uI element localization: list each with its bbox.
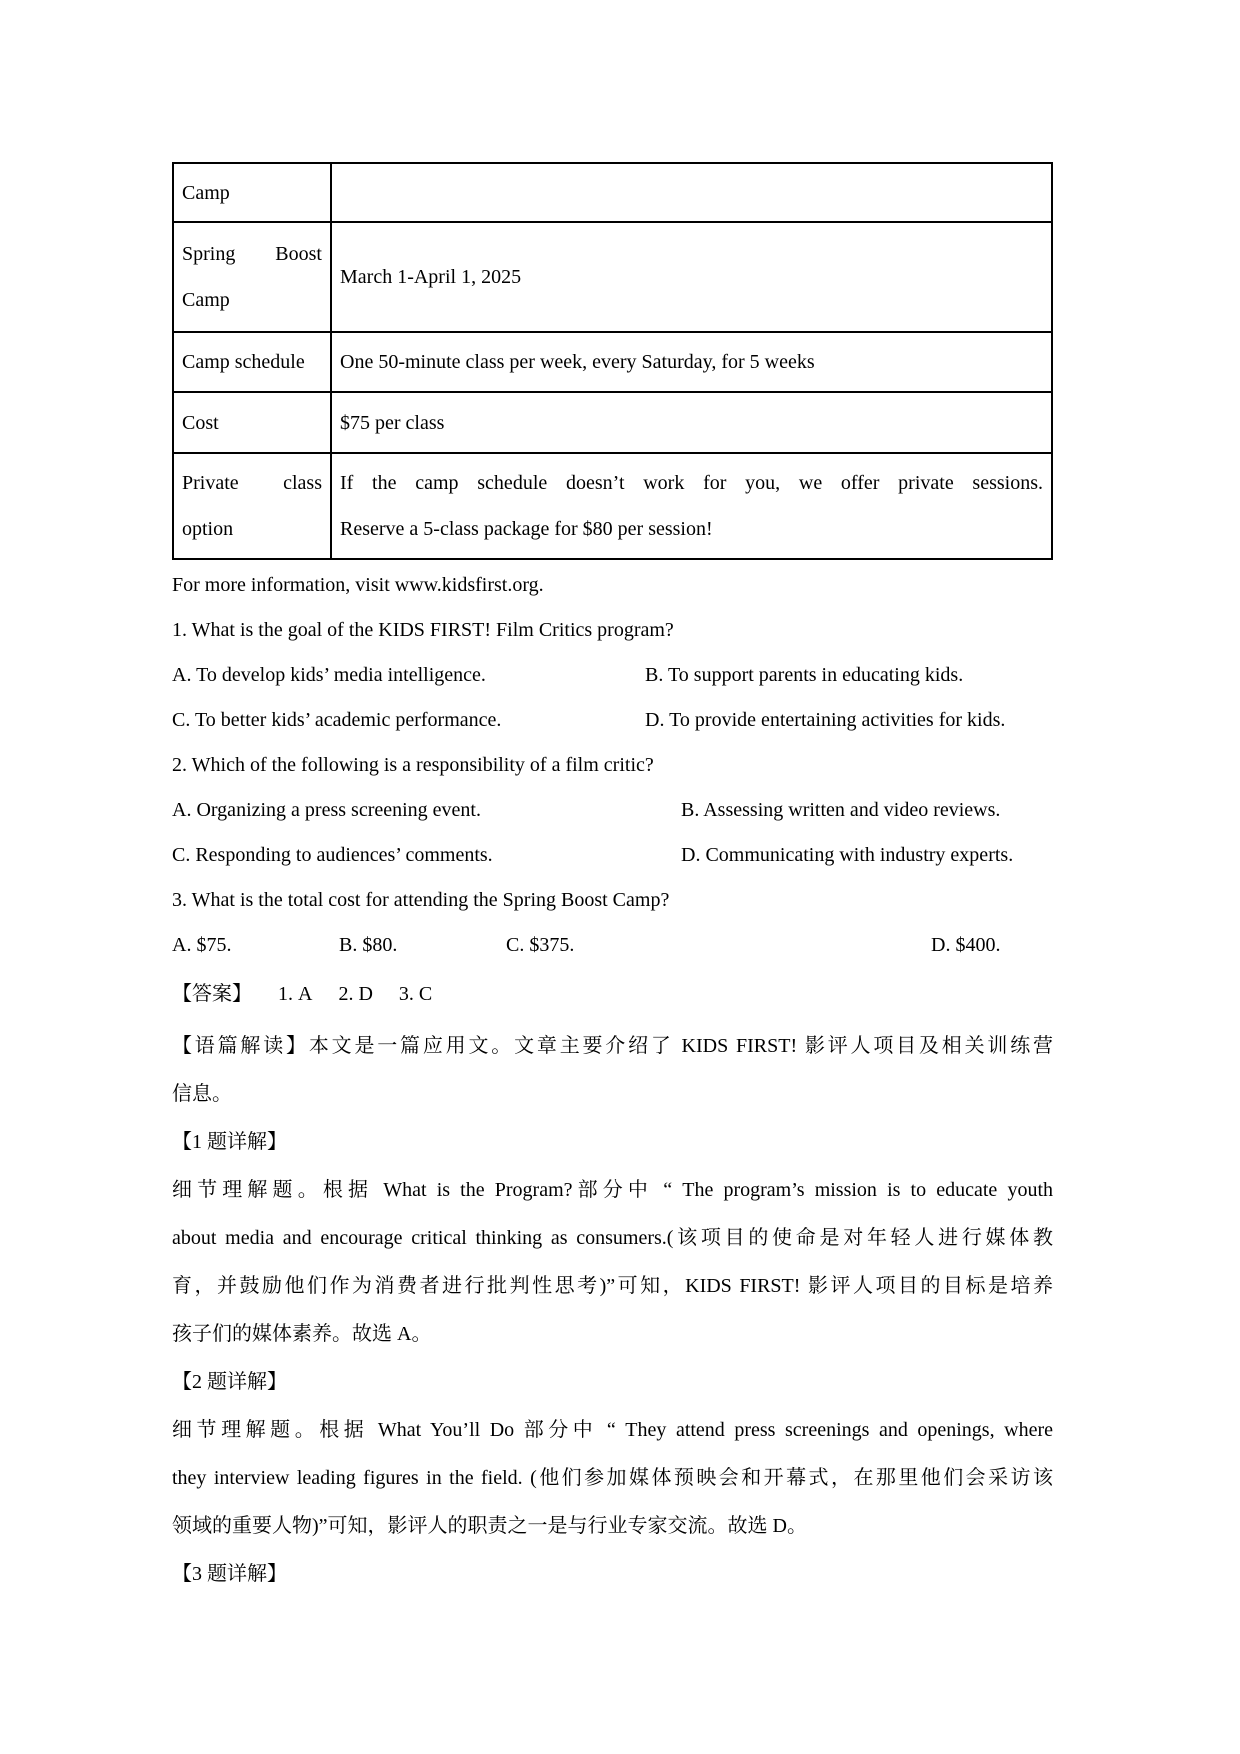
question-3-options-row — [172, 923, 1053, 968]
cell-text: Camp — [182, 289, 230, 311]
cell-text: option — [182, 518, 234, 540]
option-2d: D. Communicating with industry experts. — [681, 844, 1014, 866]
table-cell-value — [331, 163, 1052, 222]
document-body — [172, 162, 1053, 1598]
option-1d: D. To provide entertaining activities for kids. — [645, 709, 1006, 731]
option-2a: A. Organizing a press screening event. — [172, 799, 481, 821]
camp-info-table — [172, 162, 1053, 560]
detail-1-line: 孩子们的媒体素养。故选 A。 — [172, 1323, 432, 1345]
question-1-options-row-cd — [172, 698, 1053, 743]
question-2-options-row-ab — [172, 788, 1053, 833]
question-3-stem: 3. What is the total cost for attending the Spring Boost Camp? — [172, 889, 670, 911]
detail-1-line: 细节理解题。根据 What is the Program?部分中 “ The program’s mission is to educate youth — [172, 1179, 1053, 1201]
cell-text: $75 per class — [340, 411, 445, 434]
question-2-options-row-cd — [172, 833, 1053, 878]
cell-text: March 1-April 1, 2025 — [340, 266, 522, 288]
option-1a: A. To develop kids’ media intelligence. — [172, 664, 486, 686]
table-cell-label — [173, 222, 331, 332]
table-row — [173, 163, 1052, 222]
option-2c: C. Responding to audiences’ comments. — [172, 844, 493, 866]
table-cell-value — [331, 392, 1052, 453]
answer-line — [172, 972, 1053, 1017]
passage-analysis-line: 信息。 — [172, 1083, 232, 1105]
option-3b: B. $80. — [339, 934, 398, 956]
answer-item-1: 1. A — [278, 983, 313, 1005]
cell-text: Spring Boost — [182, 243, 322, 265]
detail-2-line: 领域的重要人物)”可知，影评人的职责之一是与行业专家交流。故选 D。 — [172, 1515, 807, 1537]
cell-text: Camp schedule — [182, 351, 305, 373]
detail-1-line: 育，并鼓励他们作为消费者进行批判性思考)”可知，KIDS FIRST! 影评人项目的目标是培养 — [172, 1275, 1053, 1297]
table-row — [173, 453, 1052, 559]
table-row — [173, 392, 1052, 453]
question-2-stem: 2. Which of the following is a responsibility of a film critic? — [172, 754, 654, 776]
table-cell-value — [331, 332, 1052, 392]
table-row — [173, 222, 1052, 332]
table-cell-value — [331, 453, 1052, 559]
table-row — [173, 332, 1052, 392]
analysis-section — [172, 1022, 1053, 1598]
answer-item-3: 3. C — [398, 983, 433, 1005]
detail-2-line: they interview leading figures in the field. (他们参加媒体预映会和开幕式，在那里他们会采访该 — [172, 1467, 1053, 1489]
option-3c: C. $375. — [506, 934, 575, 956]
option-3a: A. $75. — [172, 934, 232, 956]
table-cell-label — [173, 392, 331, 453]
passage-analysis-line: 【语篇解读】本文是一篇应用文。文章主要介绍了 KIDS FIRST! 影评人项目及相关训练营 — [172, 1035, 1053, 1057]
option-2b: B. Assessing written and video reviews. — [681, 799, 1001, 821]
detail-2-line: 细节理解题。根据 What You’ll Do 部分中 “ They attend press screenings and openings, where — [172, 1419, 1053, 1441]
option-1b: B. To support parents in educating kids. — [645, 664, 964, 686]
detail-1-heading: 【1 题详解】 — [172, 1131, 287, 1153]
cell-text: One 50-minute class per week, every Saturday, for 5 weeks — [340, 351, 815, 373]
question-1-options-row-ab — [172, 653, 1053, 698]
cell-text: If the camp schedule doesn’t work for you, we offer private sessions. — [340, 472, 1043, 494]
cell-text: Reserve a 5-class package for $80 per session! — [340, 518, 713, 540]
table-cell-label — [173, 163, 331, 222]
table-cell-label — [173, 453, 331, 559]
more-info-line: For more information, visit www.kidsfirst.org. — [172, 574, 544, 596]
answer-tag: 【答案】 — [172, 983, 252, 1005]
cell-text: Camp — [182, 181, 230, 204]
cell-text: Cost — [182, 411, 219, 434]
option-3d: D. $400. — [931, 934, 1001, 956]
table-cell-value — [331, 222, 1052, 332]
option-1c: C. To better kids’ academic performance. — [172, 709, 502, 731]
detail-3-heading: 【3 题详解】 — [172, 1563, 287, 1585]
table-cell-label — [173, 332, 331, 392]
answer-item-2: 2. D — [338, 983, 373, 1005]
detail-2-heading: 【2 题详解】 — [172, 1371, 287, 1393]
question-1-stem: 1. What is the goal of the KIDS FIRST! Film Critics program? — [172, 619, 674, 641]
detail-1-line: about media and encourage critical thinking as consumers.(该项目的使命是对年轻人进行媒体教 — [172, 1227, 1053, 1249]
cell-text: Private class — [182, 472, 322, 494]
